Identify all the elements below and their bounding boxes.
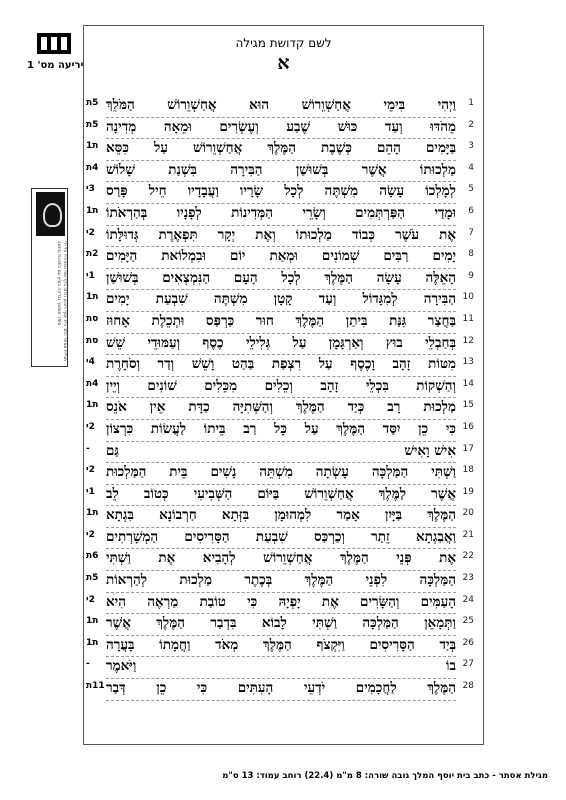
text-line <box>86 397 478 419</box>
text-line <box>86 203 478 225</box>
text-line <box>86 441 478 463</box>
line-text: אִישׁ וָאִישׁ <box>106 441 456 464</box>
logo-bar <box>61 37 67 50</box>
line-layout-code: 2י <box>86 529 95 540</box>
line-number: 18 <box>462 465 474 476</box>
line-text: מַלְכוּתוֹ אֲשֶׁר בְּשׁוּשַׁן הַבִּירָה בִּשְׁנַת שָׁלוֹשׁ <box>106 160 456 183</box>
line-layout-code: ת1 <box>86 637 99 648</box>
text-line <box>86 268 478 290</box>
line-text: בוֹ <box>106 656 456 679</box>
text-line <box>86 570 478 592</box>
line-layout-code: 2י <box>86 465 95 476</box>
line-layout-code: 11ת <box>86 681 105 692</box>
text-line <box>86 678 478 700</box>
column-letter: א <box>277 52 290 74</box>
line-layout-code: - <box>86 443 90 454</box>
sheet-number: יריעה מס' 1 <box>27 60 84 71</box>
line-layout-code: ת1 <box>86 400 99 411</box>
line-text: בַּחֲצַר גִּנַּת בִּיתַן הַמֶּלֶךְ חוּר כַּרְפַּס וּתְכֵלֶת אָחוּז <box>106 311 456 334</box>
logo-bar <box>41 37 47 50</box>
line-number: 17 <box>462 443 474 454</box>
line-text: בְּיַד הַסָּרִיסִים וַיִּקְצֹף הַמֶּלֶךְ מְאֹד וַחֲמָתוֹ בָּעֲרָה <box>106 635 456 658</box>
line-layout-code: 1י <box>86 486 95 497</box>
line-layout-code: 2י <box>86 594 95 605</box>
line-text: בַּיָּמִים הָהֵם כְּשֶׁבֶת הַמֶּלֶךְ אֲחַשְׁוֵרוֹשׁ עַל כִּסֵּא <box>106 138 456 161</box>
line-text: כִּי כֵן יִסַּד הַמֶּלֶךְ עַל כָּל רַב בֵּיתוֹ לַעֲשׂוֹת כִּרְצוֹן <box>106 419 456 442</box>
line-number: 25 <box>462 616 474 627</box>
line-number: 16 <box>462 421 474 432</box>
line-layout-code: ת1 <box>86 292 99 303</box>
line-layout-code: ת1 <box>86 616 99 627</box>
certificate-text: מגילת אסתר כתב בית יוסף ריבוע נכתב בקדושה ובטהרה על ידי סופר מוסמך נבדקה בעיון וגם בתוכנת מחשב <box>56 241 67 362</box>
line-number: 19 <box>462 486 474 497</box>
text-line <box>86 225 478 247</box>
line-number: 9 <box>468 270 474 281</box>
line-number: 6 <box>468 205 474 216</box>
line-layout-code: ת1 <box>86 141 99 152</box>
line-number: 27 <box>462 659 474 670</box>
line-layout-code: 1י <box>86 270 95 281</box>
line-number: 1 <box>468 98 474 108</box>
line-text: בְּחַבְלֵי בוּץ וְאַרְגָּמָן עַל גְּלִילֵי כֶסֶף וְעַמּוּדֵי שֵׁשׁ <box>106 333 456 356</box>
line-number: 14 <box>462 378 474 389</box>
text-line <box>86 289 478 311</box>
line-layout-code: 5ת <box>86 119 99 130</box>
logo-bar <box>51 37 57 50</box>
line-text: מִטּוֹת זָהָב וָכֶסֶף עַל רִצְפַת בַּהַט וָשֵׁשׁ וְדַר וְסֹחָרֶת <box>106 354 456 377</box>
line-number: 8 <box>468 249 474 260</box>
line-text: וַיְהִי בִּימֵי אֲחַשְׁוֵרוֹשׁ הוּא אֲחַשְׁוֵרוֹשׁ הַמֹּלֵךְ <box>106 95 456 118</box>
text-line <box>86 592 478 614</box>
line-number: 28 <box>462 681 474 692</box>
line-number: 3 <box>468 141 474 152</box>
line-layout-code: 2י <box>86 421 95 432</box>
line-layout-code: 5ת <box>86 98 99 108</box>
line-number: 5 <box>468 184 474 195</box>
text-line <box>86 419 478 441</box>
text-line <box>86 354 478 376</box>
line-layout-code: 3י <box>86 184 95 195</box>
line-text: אֶת עֹשֶׁר כְּבוֹד מַלְכוּתוֹ וְאֶת יְקָר תִּפְאֶרֶת גְּדוּלָּתוֹ <box>106 225 456 248</box>
line-text: הַבִּירָה לְמִגָּדוֹל וְעַד קָטָן מִשְׁתֶּה שִׁבְעַת יָמִים <box>106 289 456 312</box>
line-layout-code: ת1 <box>86 508 99 519</box>
line-text: הַמַּלְכָּה לִפְנֵי הַמֶּלֶךְ בְּכֶתֶר מַלְכוּת לְהַרְאוֹת <box>106 570 456 593</box>
line-text: לְמָלְכוֹ עָשָׂה מִשְׁתֶּה לְכָל שָׂרָיו וַעֲבָדָיו חֵיל פָּרַס <box>106 181 456 204</box>
line-text: יָמִים רַבִּים שְׁמוֹנִים וּמְאַת יוֹם וּבִמְלוֹאת הַיָּמִים <box>106 246 456 269</box>
line-number: 26 <box>462 637 474 648</box>
line-number: 2 <box>468 119 474 130</box>
line-text: מֵהֹדּוּ וְעַד כּוּשׁ שֶׁבַע וְעֶשְׂרִים וּמֵאָה מְדִינָה <box>106 117 456 140</box>
line-number: 20 <box>462 508 474 519</box>
text-line <box>86 117 478 139</box>
text-line <box>86 484 478 506</box>
text-line <box>86 462 478 484</box>
line-number: 4 <box>468 162 474 173</box>
line-text: וְהַשְׁקוֹת בִּכְלֵי זָהָב וְכֵלִים מִכֵּלִים שׁוֹנִים וְיֵין <box>106 376 456 399</box>
line-layout-code: סת <box>86 335 99 346</box>
line-layout-code: 4ת <box>86 378 99 389</box>
text-line <box>86 181 478 203</box>
text-line <box>86 613 478 635</box>
line-layout-code: 2י <box>86 227 95 238</box>
line-layout-code: 4ת <box>86 162 99 173</box>
line-layout-code: ת1 <box>86 205 99 216</box>
scroll-text-lines <box>86 95 478 700</box>
text-line <box>86 548 478 570</box>
text-line <box>86 376 478 398</box>
line-text: וּמָדַי הַפַּרְתְּמִים וְשָׂרֵי הַמְּדִינוֹת לְפָנָיו בְּהַרְאֹתוֹ <box>106 203 456 226</box>
line-layout-code: 5ת <box>86 573 99 584</box>
scribe-certificate-card <box>31 188 68 367</box>
line-text: הַמֶּלֶךְ בַּיָּיִן אָמַר לִמְהוּמָן בִּזְּתָא חַרְבוֹנָא בִּגְתָא <box>106 505 456 528</box>
line-text: וַתְּמָאֵן הַמַּלְכָּה וַשְׁתִּי לָבוֹא בִּדְבַר הַמֶּלֶךְ אֲשֶׁר <box>106 613 456 636</box>
brand-logo <box>37 33 71 54</box>
line-number: 22 <box>462 551 474 562</box>
text-line <box>86 333 478 355</box>
line-number: 10 <box>462 292 474 303</box>
text-line <box>86 160 478 182</box>
text-line <box>86 656 478 678</box>
trailing-word: גַּם <box>106 442 119 459</box>
line-text: אֲשֶׁר לַמֶּלֶךְ אֲחַשְׁוֵרוֹשׁ בַּיּוֹם הַשְּׁבִיעִי כְּטוֹב לֵב <box>106 484 456 507</box>
scribe-seal-icon <box>36 192 65 236</box>
text-line <box>86 635 478 657</box>
line-number: 11 <box>462 313 474 324</box>
text-line <box>86 138 478 160</box>
trailing-word: וַיֹּאמֶר <box>106 658 137 675</box>
line-layout-code: 2ת <box>86 249 99 260</box>
line-layout-code: - <box>86 659 90 670</box>
line-text: מַלְכוּת רָב כְּיַד הַמֶּלֶךְ וְהַשְּׁתִיָּה כַדָּת אֵין אֹנֵס <box>106 397 456 420</box>
line-number: 21 <box>462 529 474 540</box>
line-text: הַמֶּלֶךְ לַחֲכָמִים יֹדְעֵי הָעִתִּים כִּי כֵן דְּבַר <box>106 678 456 701</box>
line-text: הָעַמִּים וְהַשָּׂרִים אֶת יָפְיָהּ כִּי טוֹבַת מַרְאֶה הִיא <box>106 592 456 615</box>
footer-caption: מגילת אסתר - כתב בית יוסף המלך גובה שורה: 8 מ"מ (22.4) רוחב עמוד: 13 ס"מ <box>222 771 548 781</box>
text-line <box>86 95 478 117</box>
line-text: וַאֲבַגְתָא זֵתַר וְכַרְכַּס שִׁבְעַת הַסָּרִיסִים הַמְשָׁרְתִים <box>106 527 456 550</box>
page-title: לשם קדושת מגילה <box>235 36 332 50</box>
text-line <box>86 527 478 549</box>
line-layout-code: 6ת <box>86 551 99 562</box>
line-number: 24 <box>462 594 474 605</box>
text-line <box>86 311 478 333</box>
line-number: 15 <box>462 400 474 411</box>
line-layout-code: סת <box>86 313 99 324</box>
line-text: הָאֵלֶּה עָשָׂה הַמֶּלֶךְ לְכָל הָעָם הַנִּמְצְאִים בְּשׁוּשַׁן <box>106 268 456 291</box>
line-number: 7 <box>468 227 474 238</box>
line-number: 23 <box>462 573 474 584</box>
line-text: וַשְׁתִּי הַמַּלְכָּה עָשְׂתָה מִשְׁתֵּה נָשִׁים בֵּית הַמַּלְכוּת <box>106 462 456 485</box>
line-number: 12 <box>462 335 474 346</box>
line-text: אֶת פְּנֵי הַמֶּלֶךְ אֲחַשְׁוֵרוֹשׁ לְהָבִיא אֶת וַשְׁתִּי <box>106 548 456 571</box>
line-layout-code: 4י <box>86 357 95 368</box>
line-number: 13 <box>462 357 474 368</box>
text-line <box>86 505 478 527</box>
text-line <box>86 246 478 268</box>
